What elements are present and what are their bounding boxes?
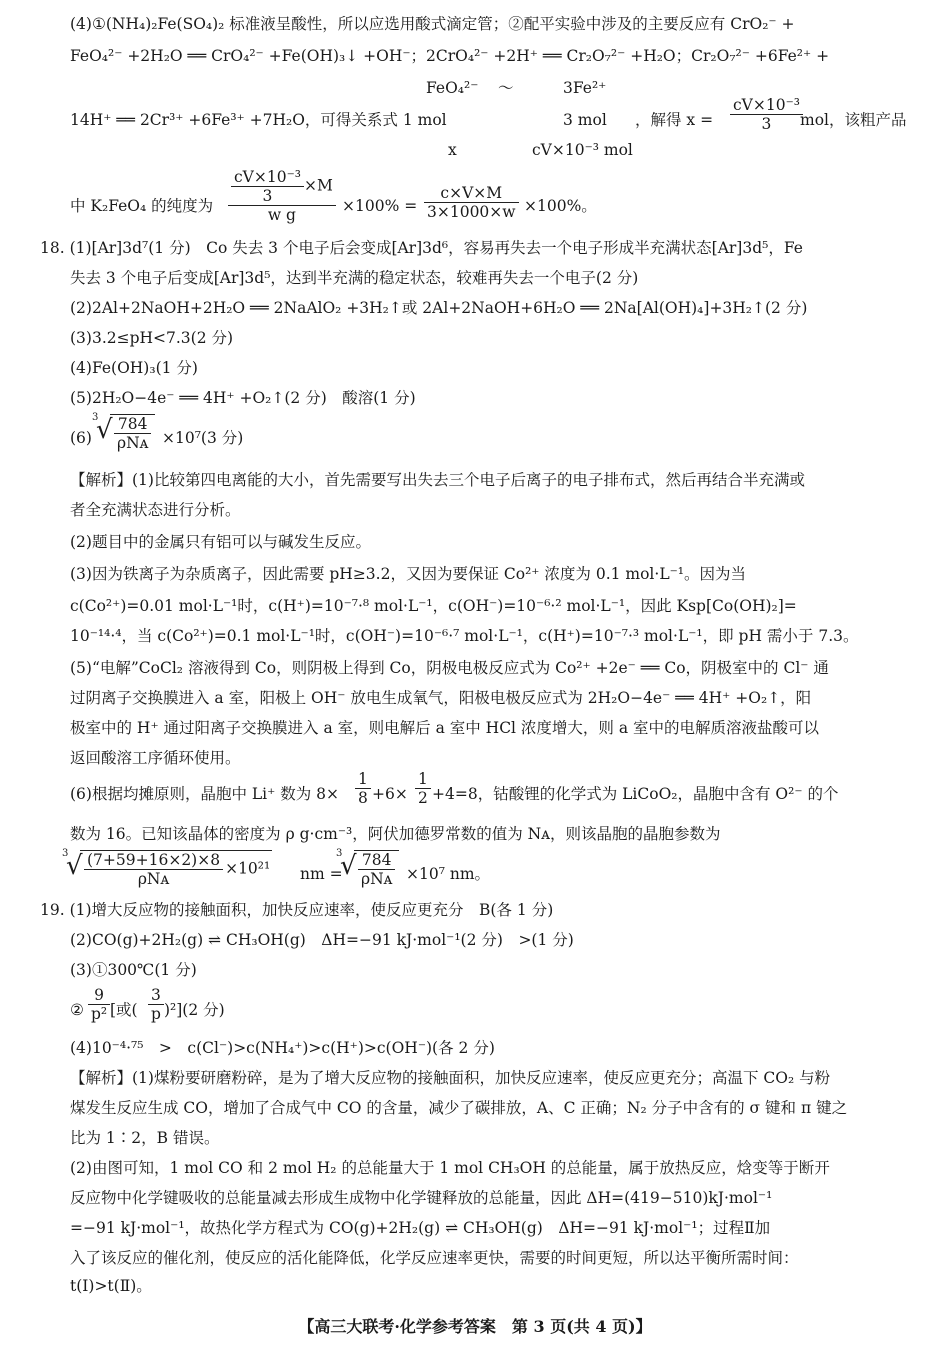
text-line: 煤发生反应生成 CO，增加了合成气中 CO 的含量，减少了碳排放，A、C 正确；N₂ 分子中含有的 σ 键和 π 键之 (70, 1099, 848, 1117)
text-line: (3)①300℃(1 分) (70, 961, 197, 979)
analysis-line: 【解析】(1)煤粉要研磨粉碎，是为了增大反应物的接触面积，加快反应速率，使反应更充分；高温下 CO₂ 与粉 (70, 1069, 831, 1087)
text-fragment: )²](2 分) (164, 1001, 225, 1019)
text-fragment: mol，该粗产品 (800, 111, 907, 129)
question-19-line: 19. (1)增大反应物的接触面积，加快反应速率，使反应更充分 B(各 1 分) (40, 901, 554, 919)
text-fragment: ×100% = (342, 197, 418, 215)
text-line: =−91 kJ·mol⁻¹，故热化学方程式为 CO(g)+2H₂(g) ⇌ CH₃OH(g) ΔH=−91 kJ·mol⁻¹；过程Ⅱ加 (70, 1219, 771, 1237)
relation-mid: 3 mol (563, 111, 607, 129)
text-fragment: ×100%。 (524, 197, 597, 215)
fraction: $\frac{9}{\text{p²}}$ (86, 986, 112, 1023)
text-line: 失去 3 个电子后变成[Ar]3d⁵，达到半充满的稳定状态，较难再失去一个电子(2 分) (70, 269, 639, 287)
page-footer: 【高三大联考·化学参考答案 第 3 页(共 4 页)】 (298, 1317, 652, 1336)
question-18-line: 18. (1)[Ar]3d⁷(1 分) Co 失去 3 个电子后会变成[Ar]3d⁶，容易再失去一个电子形成半充满状态[Ar]3d⁵，Fe (40, 239, 803, 257)
text-fragment: +6× (372, 785, 408, 803)
text-fragment: +4=8，钴酸锂的化学式为 LiCoO₂，晶胞中含有 O²⁻ 的个 (432, 785, 839, 803)
fraction: $\frac{1}{8}$ (353, 770, 373, 807)
text-line: (2)CO(g)+2H₂(g) ⇌ CH₃OH(g) ΔH=−91 kJ·mol⁻¹(2 分) >(1 分) (70, 931, 574, 949)
text-fragment: ×10⁷(3 分) (162, 429, 244, 447)
relation-top-left: FeO₄²⁻ (426, 79, 479, 97)
relation-bottom-right: cV×10⁻³ mol (532, 141, 633, 159)
purity-fraction-2: $\frac{c\times V\times M}{3\times 1000\times w}$ (422, 184, 521, 221)
text-line: (3)3.2≤pH<7.3(2 分) (70, 329, 234, 347)
fraction: $\frac{3}{p}$ (146, 986, 166, 1023)
text-line: (5)2H₂O−4e⁻ ══ 4H⁺ +O₂↑(2 分) 酸溶(1 分) (70, 389, 416, 407)
text-line: t(Ⅰ)>t(Ⅱ)。 (70, 1277, 152, 1295)
text-fragment: (6)根据均摊原则，晶胞中 Li⁺ 数为 8× (70, 785, 340, 803)
text-line: (4)Fe(OH)₃(1 分) (70, 359, 198, 377)
text-line: 反应物中化学键吸收的总能量减去形成生成物中化学键释放的总能量，因此 ΔH=(419−510)kJ·mol⁻¹ (70, 1189, 773, 1207)
analysis-line: 【解析】(1)比较第四电离能的大小，首先需要写出失去三个电子后离子的电子排布式，然后再结合半充满或 (70, 471, 805, 489)
text-line: 比为 1∶2，B 错误。 (70, 1129, 220, 1147)
x-fraction: $\frac{\text{cV×10⁻³}}{3}$ (728, 96, 805, 133)
cube-root: 3 √ $\frac{784}{\text{ρNᴀ}}$ (340, 850, 399, 888)
relation-bottom-left: x (448, 141, 457, 159)
text-fragment: ② (70, 1001, 84, 1019)
cube-root: 3 √ $\frac{(7+59+16\times 2)\times 8}{\text{ρNᴀ}}$ ×10²¹ (62, 848, 271, 888)
cube-root: 3 √ $\frac{784}{\text{ρNᴀ}}$ (96, 414, 155, 452)
text-line: 14H⁺ ══ 2Cr³⁺ +6Fe³⁺ +7H₂O，可得关系式 1 mol (70, 111, 447, 129)
text-fragment: nm = (300, 865, 343, 883)
text-line: (5)“电解”CoCl₂ 溶液得到 Co，则阴极上得到 Co，阴极电极反应式为 Co²⁺ +2e⁻ ══ Co，阴极室中的 Cl⁻ 通 (70, 659, 829, 677)
text-line: c(Co²⁺)=0.01 mol·L⁻¹时，c(H⁺)=10⁻⁷·⁸ mol·L⁻¹，c(OH⁻)=10⁻⁶·² mol·L⁻¹，因此 Ksp[Co(OH)₂]= (70, 597, 797, 615)
text-line: 者全充满状态进行分析。 (70, 501, 241, 519)
text-line: 返回酸溶工序循环使用。 (70, 749, 241, 767)
text-line: FeO₄²⁻ +2H₂O ══ CrO₄²⁻ +Fe(OH)₃↓ +OH⁻；2CrO₄²⁻ +2H⁺ ══ Cr₂O₇²⁻ +H₂O；Cr₂O₇²⁻ +6Fe²⁺ + (70, 47, 830, 65)
text-line: (4)①(NH₄)₂Fe(SO₄)₂ 标准液呈酸性，所以应选用酸式滴定管；②配平实验中涉及的主要反应有 CrO₂⁻ + (70, 15, 795, 33)
text-fragment: 中 K₂FeO₄ 的纯度为 (70, 197, 214, 215)
text-line: 数为 16。已知该晶体的密度为 ρ g·cm⁻³，阿伏加德罗常数的值为 Nᴀ，则该晶胞的晶胞参数为 (70, 825, 721, 843)
text-line: (2)2Al+2NaOH+2H₂O ══ 2NaAlO₂ +3H₂↑或 2Al+2NaOH+6H₂O ══ 2Na[Al(OH)₄]+3H₂↑(2 分) (70, 299, 808, 317)
text-line: (4)10⁻⁴·⁷⁵ > c(Cl⁻)>c(NH₄⁺)>c(H⁺)>c(OH⁻)(各 2 分) (70, 1039, 495, 1057)
text-line: 过阴离子交换膜进入 a 室，阳极上 OH⁻ 放电生成氧气，阳极电极反应式为 2H₂O−4e⁻ ══ 4H⁺ +O₂↑，阳 (70, 689, 812, 707)
text-fragment: [或( (110, 1001, 138, 1019)
text-fragment: ×10⁷ nm。 (406, 865, 491, 883)
relation-top-right: 3Fe²⁺ (563, 79, 607, 97)
text-line: 极室中的 H⁺ 通过阳离子交换膜进入 a 室，则电解后 a 室中 HCl 浓度增大，则 a 室中的电解质溶液盐酸可以 (70, 719, 820, 737)
text-fragment: ，解得 x = (635, 111, 714, 129)
fraction: $\frac{1}{2}$ (413, 770, 433, 807)
text-line: 入了该反应的催化剂，使反应的活化能降低，化学反应速率更快，需要的时间更短，所以达平衡所需时间： (70, 1249, 799, 1267)
text-line: (2)题目中的金属只有铝可以与碱发生反应。 (70, 533, 371, 551)
text-line: (2)由图可知，1 mol CO 和 2 mol H₂ 的总能量大于 1 mol CH₃OH 的总能量，属于放热反应，焓变等于断开 (70, 1159, 830, 1177)
relation-tilde: ～ (498, 79, 514, 97)
purity-fraction: $\frac{\text{cV×10⁻³}}{3}$ ×M w g (226, 168, 338, 224)
text-line: (3)因为铁离子为杂质离子，因此需要 pH≥3.2，又因为要保证 Co²⁺ 浓度为 0.1 mol·L⁻¹。因为当 (70, 565, 747, 583)
text-line: 10⁻¹⁴·⁴，当 c(Co²⁺)=0.1 mol·L⁻¹时，c(OH⁻)=10⁻⁶·⁷ mol·L⁻¹，c(H⁺)=10⁻⁷·³ mol·L⁻¹，即 pH 需小于 7.3。 (70, 627, 859, 645)
text-fragment: (6) (70, 429, 92, 447)
